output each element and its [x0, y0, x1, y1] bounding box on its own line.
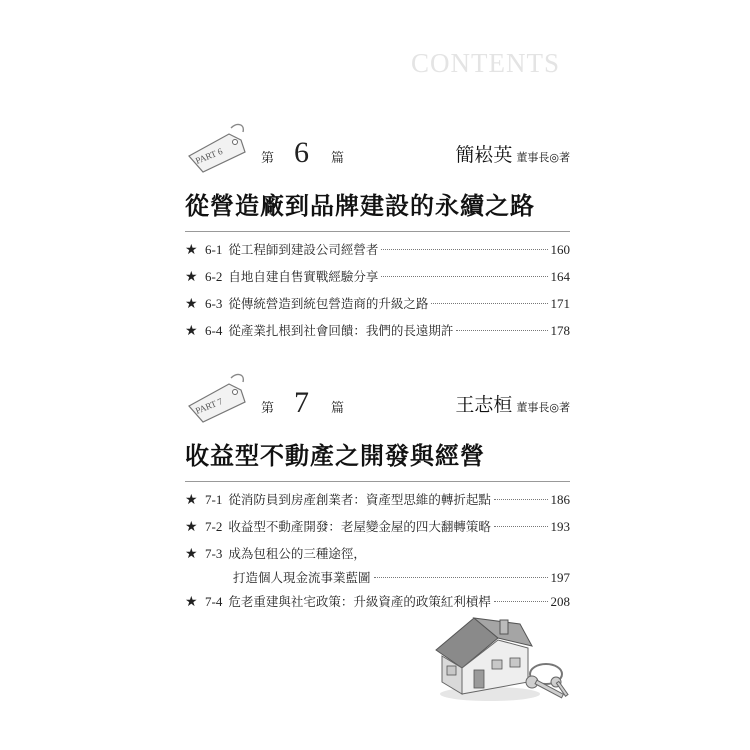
chapter-code: 7-4 — [205, 594, 223, 609]
part-6-section — [185, 118, 570, 348]
part-number: 7 — [294, 386, 310, 419]
author-name: 王志桓 — [455, 394, 513, 416]
toc-entry[interactable] — [185, 267, 570, 294]
page-number: 178 — [550, 323, 570, 338]
chapter-title: 自地自建自售實戰經驗分享 — [228, 269, 379, 284]
part-title: 收益型不動產之開發與經營 — [185, 442, 485, 470]
part-title: 從營造廠到品牌建設的永續之路 — [185, 192, 535, 220]
leader-dots — [374, 577, 548, 578]
contents-heading: CONTENTS — [411, 48, 560, 78]
leader-dots — [381, 276, 547, 277]
star-icon: ★ — [185, 296, 198, 312]
page-number: 164 — [550, 269, 570, 284]
chapter-title: 成為包租公的三種途徑， — [228, 546, 366, 561]
star-icon: ★ — [185, 269, 198, 285]
toc-entry[interactable] — [185, 517, 570, 544]
leader-dots — [381, 249, 547, 250]
chapter-title-continued: 打造個人現金流事業藍圖 — [233, 570, 371, 585]
chapter-code: 6-3 — [205, 296, 223, 311]
chapter-code: 6-1 — [205, 242, 223, 257]
toc-entry-line — [185, 568, 570, 592]
star-icon: ★ — [185, 323, 198, 339]
part-number: 6 — [294, 136, 310, 169]
divider — [185, 231, 570, 232]
chapter-code: 7-1 — [205, 492, 223, 507]
page-number: 171 — [550, 296, 570, 311]
author-credit — [455, 390, 570, 417]
page-number: 186 — [550, 492, 570, 507]
page-number: 193 — [550, 519, 570, 534]
star-icon: ★ — [185, 546, 198, 562]
chapter-code: 7-2 — [205, 519, 223, 534]
part-ordinal — [261, 136, 344, 170]
page-number: 208 — [550, 594, 570, 609]
toc-list — [185, 240, 570, 348]
toc-entry-line — [185, 544, 570, 568]
chapter-title: 收益型不動產開發：老屋變金屋的四大翻轉策略 — [228, 519, 491, 534]
price-tag-icon — [185, 120, 257, 174]
star-icon: ★ — [185, 242, 198, 258]
author-role: 董事長◎著 — [516, 151, 570, 164]
chapter-code: 7-3 — [205, 546, 223, 561]
chapter-title: 從工程師到建設公司經營者 — [228, 242, 379, 257]
author-credit — [455, 140, 570, 167]
toc-entry[interactable] — [185, 294, 570, 321]
chapter-title: 從傳統營造到統包營造商的升級之路 — [228, 296, 429, 311]
part-7-section — [185, 368, 570, 619]
part-header — [185, 368, 570, 430]
chapter-code: 6-2 — [205, 269, 223, 284]
tag-label: PART 6 — [194, 146, 224, 166]
chapter-title: 危老重建與社宅政策：升級資產的政策紅利槓桿 — [228, 594, 491, 609]
part-ordinal — [261, 386, 344, 420]
ordinal-suffix: 篇 — [331, 151, 345, 166]
divider — [185, 481, 570, 482]
chapter-title: 從消防員到房產創業者：資產型思維的轉折起點 — [228, 492, 491, 507]
tag-label: PART 7 — [194, 396, 224, 416]
author-role: 董事長◎著 — [516, 401, 570, 414]
star-icon: ★ — [185, 594, 198, 610]
toc-entry[interactable] — [185, 544, 570, 592]
ordinal-prefix: 第 — [261, 401, 275, 416]
star-icon: ★ — [185, 519, 198, 535]
leader-dots — [494, 526, 548, 527]
leader-dots — [431, 303, 547, 304]
toc-entry[interactable] — [185, 321, 570, 348]
leader-dots — [456, 330, 547, 331]
star-icon: ★ — [185, 492, 198, 508]
page-number: 197 — [550, 570, 570, 585]
chapter-title: 從產業扎根到社會回饋：我們的長遠期許 — [228, 323, 454, 338]
ordinal-prefix: 第 — [261, 151, 275, 166]
author-name: 簡崧英 — [455, 144, 513, 166]
page-number: 160 — [550, 242, 570, 257]
chapter-code: 6-4 — [205, 323, 223, 338]
house-with-keys-icon — [428, 598, 578, 708]
price-tag-icon — [185, 370, 257, 424]
ordinal-suffix: 篇 — [331, 401, 345, 416]
leader-dots — [494, 499, 548, 500]
toc-entry[interactable] — [185, 490, 570, 517]
part-header — [185, 118, 570, 180]
toc-entry[interactable] — [185, 240, 570, 267]
